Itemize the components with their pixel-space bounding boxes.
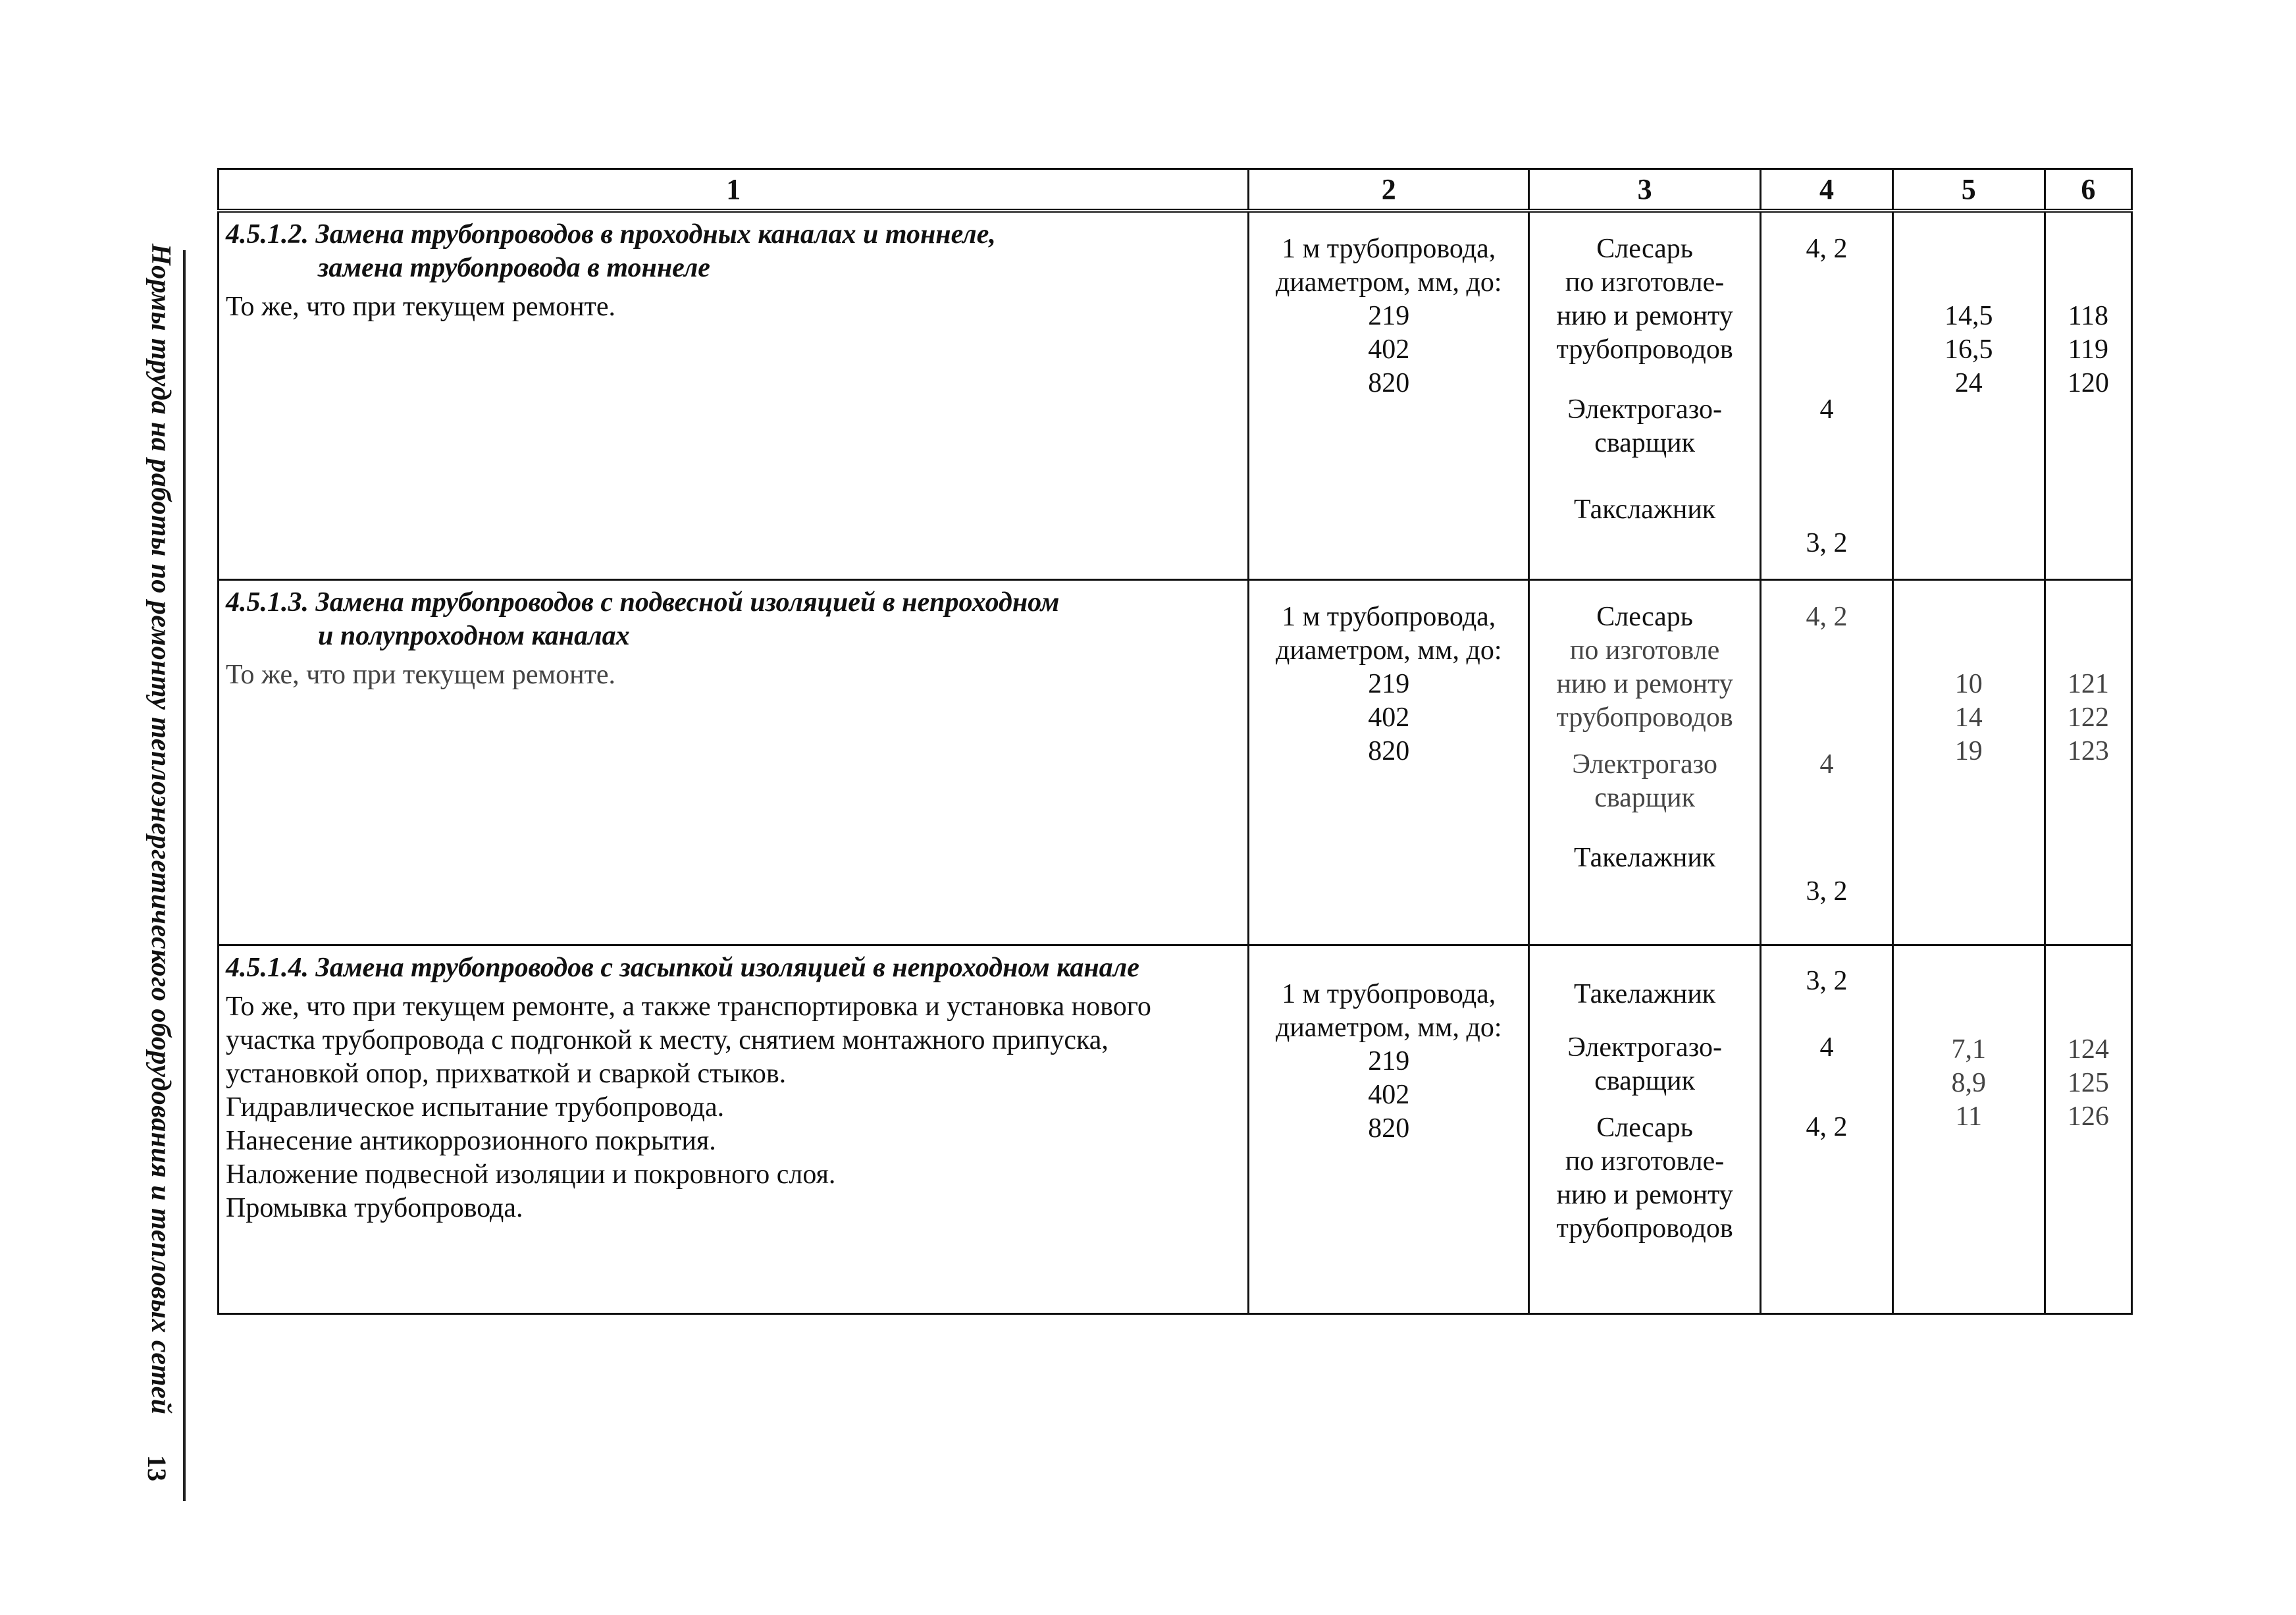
worker-name: трубопроводов xyxy=(1556,702,1733,733)
worker-name: Слесарь xyxy=(1596,234,1693,264)
worker-name: Электрогазо- xyxy=(1567,1032,1722,1063)
norm-value: 14,5 xyxy=(1944,301,1993,331)
norm-value: 24 xyxy=(1954,368,1983,398)
norm-cell xyxy=(1892,945,2045,1313)
section-title-cont: и полупроходном каналах xyxy=(318,620,630,651)
description-line: Наложение подвесной изоляции и покровного слоя. xyxy=(226,1159,836,1190)
worker-cell xyxy=(1529,211,1761,579)
code-value: 122 xyxy=(2067,702,2109,733)
unit-text: диаметром, мм, до: xyxy=(1275,635,1502,666)
table-row xyxy=(219,945,2132,1313)
table-row xyxy=(219,579,2132,945)
description-line: То же, что при текущем ремонте, а также транспортировка и установка нового xyxy=(226,991,1151,1022)
diameter-value: 820 xyxy=(1368,735,1410,766)
header-row xyxy=(219,169,2132,211)
norm-value: 11 xyxy=(1955,1101,1982,1132)
code-cell xyxy=(2045,945,2131,1313)
worker-cell xyxy=(1529,945,1761,1313)
worker-name: сварщик xyxy=(1594,782,1695,813)
worker-name: нию и ремонту xyxy=(1556,1179,1733,1210)
description-line: Гидравлическое испытание трубопровода. xyxy=(226,1092,725,1123)
code-value: 119 xyxy=(2068,334,2109,365)
worker-name: Слесарь xyxy=(1596,601,1693,632)
worker-grade: 3, 2 xyxy=(1806,876,1848,907)
worker-name: по изготовле- xyxy=(1565,1146,1725,1177)
norm-value: 19 xyxy=(1954,735,1983,766)
worker-name: сварщик xyxy=(1594,428,1695,458)
work-description-cell xyxy=(219,579,1249,945)
worker-name: Такелажник xyxy=(1573,978,1716,1009)
header-col-2: 2 xyxy=(1249,169,1529,211)
unit-text: диаметром, мм, до: xyxy=(1275,267,1502,298)
grade-cell xyxy=(1761,211,1893,579)
table-row xyxy=(219,211,2132,579)
description-line: То же, что при текущем ремонте. xyxy=(226,292,616,322)
worker-name: Такелажник xyxy=(1573,842,1716,873)
code-value: 118 xyxy=(2068,301,2109,331)
header-col-3: 3 xyxy=(1529,169,1761,211)
description-line: То же, что при текущем ремонте. xyxy=(226,659,616,690)
code-value: 123 xyxy=(2067,735,2109,766)
page-number: 13 xyxy=(142,1455,172,1481)
section-title: 4.5.1.4. Замена трубопроводов с засыпкой изоляцией в непроходном канале xyxy=(226,952,1139,983)
worker-name: нию и ремонту xyxy=(1556,301,1733,331)
code-value: 126 xyxy=(2067,1101,2109,1132)
header-col-1: 1 xyxy=(219,169,1249,211)
worker-grade: 4, 2 xyxy=(1806,234,1848,264)
description-line: участка трубопровода с подгонкой к месту, снятием монтажного припуска, xyxy=(226,1024,1109,1055)
worker-grade: 4, 2 xyxy=(1806,1111,1848,1142)
worker-name: трубопроводов xyxy=(1556,334,1733,365)
worker-name: Электрогазо xyxy=(1572,749,1717,780)
unit-cell xyxy=(1249,945,1529,1313)
diameter-value: 402 xyxy=(1368,702,1410,733)
header-col-6: 6 xyxy=(2045,169,2131,211)
code-value: 120 xyxy=(2067,368,2109,398)
diameter-value: 219 xyxy=(1368,668,1410,699)
code-value: 124 xyxy=(2067,1034,2109,1065)
diameter-value: 219 xyxy=(1368,301,1410,331)
diameter-value: 820 xyxy=(1368,368,1410,398)
description-line: Нанесение антикоррозионного покрытия. xyxy=(226,1125,716,1156)
worker-grade: 4, 2 xyxy=(1806,601,1848,632)
diameter-value: 402 xyxy=(1368,1079,1410,1110)
worker-name: Такслажник xyxy=(1573,494,1716,525)
header-col-4: 4 xyxy=(1761,169,1893,211)
norm-value: 8,9 xyxy=(1951,1067,1986,1098)
norm-value: 7,1 xyxy=(1951,1034,1986,1065)
diameter-value: 820 xyxy=(1368,1113,1410,1144)
worker-grade: 3, 2 xyxy=(1806,528,1848,558)
norm-value: 16,5 xyxy=(1944,334,1993,365)
worker-grade: 4 xyxy=(1819,394,1834,425)
work-description-cell xyxy=(219,945,1249,1313)
grade-cell xyxy=(1761,945,1893,1313)
running-title: Нормы труда на работы по ремонту теплоэнергетического оборудования и тепловых сетей xyxy=(145,244,176,1415)
worker-name: по изготовле- xyxy=(1565,267,1725,298)
norm-cell xyxy=(1892,211,2045,579)
section-title-cont: замена трубопровода в тоннеле xyxy=(318,253,710,283)
unit-text: диаметром, мм, до: xyxy=(1275,1012,1502,1043)
diameter-value: 402 xyxy=(1368,334,1410,365)
worker-name: Слесарь xyxy=(1596,1112,1693,1143)
code-cell xyxy=(2045,211,2131,579)
worker-cell xyxy=(1529,579,1761,945)
unit-text: 1 м трубопровода, xyxy=(1282,601,1496,632)
worker-name: трубопроводов xyxy=(1556,1213,1733,1244)
grade-cell xyxy=(1761,579,1893,945)
worker-name: по изготовле xyxy=(1569,635,1720,666)
code-value: 125 xyxy=(2067,1067,2109,1098)
work-description-cell xyxy=(219,211,1249,579)
worker-grade: 4 xyxy=(1819,1032,1834,1063)
norm-value: 10 xyxy=(1954,668,1983,699)
code-cell xyxy=(2045,579,2131,945)
norms-table xyxy=(217,168,2133,1315)
unit-cell xyxy=(1249,211,1529,579)
norm-cell xyxy=(1892,579,2045,945)
worker-grade: 4 xyxy=(1819,749,1834,780)
worker-name: нию и ремонту xyxy=(1556,668,1733,699)
description-line: Промывка трубопровода. xyxy=(226,1192,523,1223)
worker-grade: 3, 2 xyxy=(1806,965,1848,996)
diameter-value: 219 xyxy=(1368,1046,1410,1076)
worker-name: сварщик xyxy=(1594,1065,1695,1096)
header-col-5: 5 xyxy=(1892,169,2045,211)
unit-cell xyxy=(1249,579,1529,945)
unit-text: 1 м трубопровода, xyxy=(1282,234,1496,264)
unit-text: 1 м трубопровода, xyxy=(1282,978,1496,1009)
section-title: 4.5.1.3. Замена трубопроводов с подвесной изоляцией в непроходном xyxy=(226,587,1060,618)
description-line: установкой опор, прихваткой и сваркой стыков. xyxy=(226,1058,787,1089)
worker-name: Электрогазо- xyxy=(1567,394,1722,425)
norm-value: 14 xyxy=(1954,702,1983,733)
code-value: 121 xyxy=(2067,668,2109,699)
section-title: 4.5.1.2. Замена трубопроводов в проходных каналах и тоннеле, xyxy=(226,219,996,250)
